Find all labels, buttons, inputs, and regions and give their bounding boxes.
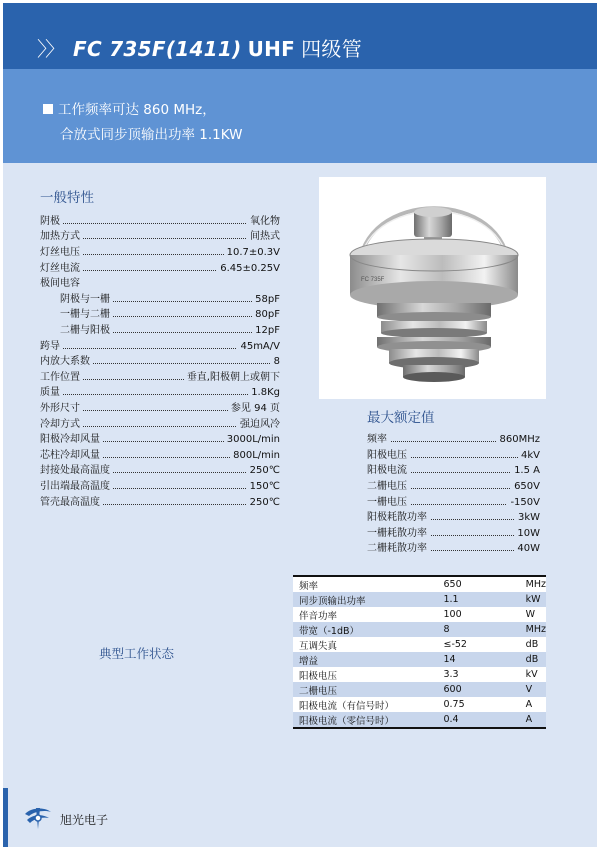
unit-cell: W — [520, 607, 546, 622]
spec-label: 跨导 — [40, 340, 63, 354]
rating-value: 3kW — [515, 511, 540, 525]
rating-row — [367, 496, 540, 510]
spec-label: 灯丝电流 — [40, 262, 83, 276]
spec-value: 间热式 — [247, 230, 280, 244]
param-cell: 同步顶输出功率 — [293, 592, 437, 607]
spec-value: 150℃ — [247, 480, 280, 494]
feature-line-2: 合放式同步顶输出功率 1.1KW — [60, 127, 243, 143]
company-name: 旭光电子 — [60, 813, 109, 827]
spec-value: 1.8Kg — [248, 386, 280, 400]
rating-row — [367, 433, 540, 447]
square-bullet-icon — [43, 104, 53, 114]
param-cell: 增益 — [293, 652, 437, 667]
page-title — [37, 33, 362, 62]
typical-operation-table — [293, 575, 546, 729]
param-cell: 阳极电流（有信号时） — [293, 697, 437, 712]
spec-value: 250℃ — [247, 464, 280, 478]
rating-label: 频率 — [367, 433, 390, 447]
table-row — [293, 697, 546, 712]
spec-row — [40, 433, 280, 447]
table-row — [293, 622, 546, 637]
max-ratings-title: 最大额定值 — [367, 410, 435, 426]
spec-row — [40, 480, 280, 494]
spec-row — [40, 449, 280, 463]
spec-value: 垂直,阳极朝上或朝下 — [184, 371, 280, 385]
spec-value: 45mA/V — [237, 340, 280, 354]
unit-cell: kW — [520, 592, 546, 607]
value-cell: 600 — [437, 682, 519, 697]
param-cell: 频率 — [293, 576, 437, 592]
value-cell: 0.75 — [437, 697, 519, 712]
spec-value: 6.45±0.25V — [217, 262, 280, 276]
rating-label: 一栅电压 — [367, 496, 410, 510]
param-cell: 伴音功率 — [293, 607, 437, 622]
spec-row — [40, 371, 280, 385]
rating-row — [367, 511, 540, 525]
spec-row — [40, 215, 280, 229]
unit-cell: A — [520, 712, 546, 728]
rating-value: 4kV — [518, 449, 540, 463]
param-cell: 阳极电压 — [293, 667, 437, 682]
table-row — [293, 667, 546, 682]
rating-value: 650V — [511, 480, 540, 494]
spec-row — [40, 230, 280, 244]
value-cell: 0.4 — [437, 712, 519, 728]
value-cell: 650 — [437, 576, 519, 592]
value-cell: 14 — [437, 652, 519, 667]
spec-row — [40, 402, 280, 416]
spec-row — [40, 355, 280, 369]
rating-row — [367, 542, 540, 556]
spec-value: 氧化物 — [247, 215, 280, 229]
spec-label: 内放大系数 — [40, 355, 93, 369]
spec-row — [40, 246, 280, 260]
spec-label: 阴极与一栅 — [60, 293, 113, 307]
spec-value: 3000L/min — [224, 433, 280, 447]
company-logo-icon — [23, 805, 53, 831]
chevron-right-icon: 〉〉 — [37, 37, 63, 61]
param-cell: 阳极电流（零信号时） — [293, 712, 437, 728]
spec-row — [40, 496, 280, 510]
rating-value: -150V — [507, 496, 540, 510]
rating-label: 阳极电压 — [367, 449, 410, 463]
spec-value: 参见 94 页 — [228, 402, 280, 416]
unit-cell: V — [520, 682, 546, 697]
spec-label: 质量 — [40, 386, 63, 400]
spec-label: 阴极 — [40, 215, 63, 229]
spec-label: 二栅与阳极 — [60, 324, 113, 338]
spec-label: 加热方式 — [40, 230, 83, 244]
value-cell: 8 — [437, 622, 519, 637]
spec-row — [40, 340, 280, 354]
value-cell: 100 — [437, 607, 519, 622]
spec-value: 10.7±0.3V — [224, 246, 280, 260]
general-characteristics-title: 一般特性 — [40, 190, 94, 206]
rating-label: 一栅耗散功率 — [367, 527, 430, 541]
spec-row — [40, 418, 280, 432]
tube-mark: FC 735F — [361, 277, 385, 283]
spec-group-heading — [40, 277, 280, 291]
rating-label: 阳极耗散功率 — [367, 511, 430, 525]
tetrode-tube-illustration — [319, 177, 546, 399]
datasheet-page — [3, 3, 597, 847]
tube-photo — [319, 177, 546, 399]
unit-cell: MHz — [520, 576, 546, 592]
table-row — [293, 607, 546, 622]
spec-row — [60, 293, 280, 307]
param-cell: 带宽（-1dB） — [293, 622, 437, 637]
spec-row — [60, 308, 280, 322]
feature-text-1: 工作频率可达 860 MHz， — [58, 102, 216, 118]
spec-row — [40, 464, 280, 478]
unit-cell: MHz — [520, 622, 546, 637]
unit-cell: A — [520, 697, 546, 712]
spec-value: 80pF — [252, 308, 280, 322]
spec-value: 强迫风冷 — [237, 418, 280, 432]
spec-label: 工作位置 — [40, 371, 83, 385]
param-cell: 二栅电压 — [293, 682, 437, 697]
rating-value: 40W — [514, 542, 540, 556]
tube-type: 四级管 — [301, 37, 363, 61]
spec-value: 8 — [271, 355, 280, 369]
rating-label: 阳极电流 — [367, 464, 410, 478]
value-cell: ≤-52 — [437, 637, 519, 652]
table-row — [293, 592, 546, 607]
table-row — [293, 682, 546, 697]
table-row — [293, 637, 546, 652]
rating-label: 二栅耗散功率 — [367, 542, 430, 556]
table-row — [293, 652, 546, 667]
typical-operation-title: 典型工作状态 — [99, 646, 175, 661]
value-cell: 3.3 — [437, 667, 519, 682]
spec-value: 12pF — [252, 324, 280, 338]
rating-value: 1.5 A — [511, 464, 540, 478]
spec-label: 引出端最高温度 — [40, 480, 113, 494]
table-row — [293, 576, 546, 592]
spec-label: 极间电容 — [40, 278, 80, 289]
feature-line-1 — [43, 98, 216, 118]
rating-value: 860MHz — [497, 433, 540, 447]
spec-value: 250℃ — [247, 496, 280, 510]
spec-row — [40, 386, 280, 400]
spec-label: 管壳最高温度 — [40, 496, 103, 510]
unit-cell: kV — [520, 667, 546, 682]
unit-cell: dB — [520, 637, 546, 652]
spec-label: 一栅与二栅 — [60, 308, 113, 322]
spec-label: 封接处最高温度 — [40, 464, 113, 478]
rating-row — [367, 449, 540, 463]
rating-row — [367, 464, 540, 478]
model-number: FC 735F(1411) — [73, 37, 242, 61]
rating-row — [367, 527, 540, 541]
spec-value: 800L/min — [230, 449, 280, 463]
param-cell: 互调失真 — [293, 637, 437, 652]
spec-value: 58pF — [252, 293, 280, 307]
rating-value: 10W — [514, 527, 540, 541]
spec-label: 阳极冷却风量 — [40, 433, 103, 447]
spec-row — [40, 262, 280, 276]
footer-accent-bar — [3, 788, 8, 847]
table-row — [293, 712, 546, 728]
spec-label: 冷却方式 — [40, 418, 83, 432]
band-label: UHF — [247, 37, 296, 61]
spec-row — [60, 324, 280, 338]
rating-label: 二栅电压 — [367, 480, 410, 494]
spec-label: 外形尺寸 — [40, 402, 83, 416]
spec-label: 灯丝电压 — [40, 246, 83, 260]
value-cell: 1.1 — [437, 592, 519, 607]
unit-cell: dB — [520, 652, 546, 667]
spec-label: 芯柱冷却风量 — [40, 449, 103, 463]
rating-row — [367, 480, 540, 494]
